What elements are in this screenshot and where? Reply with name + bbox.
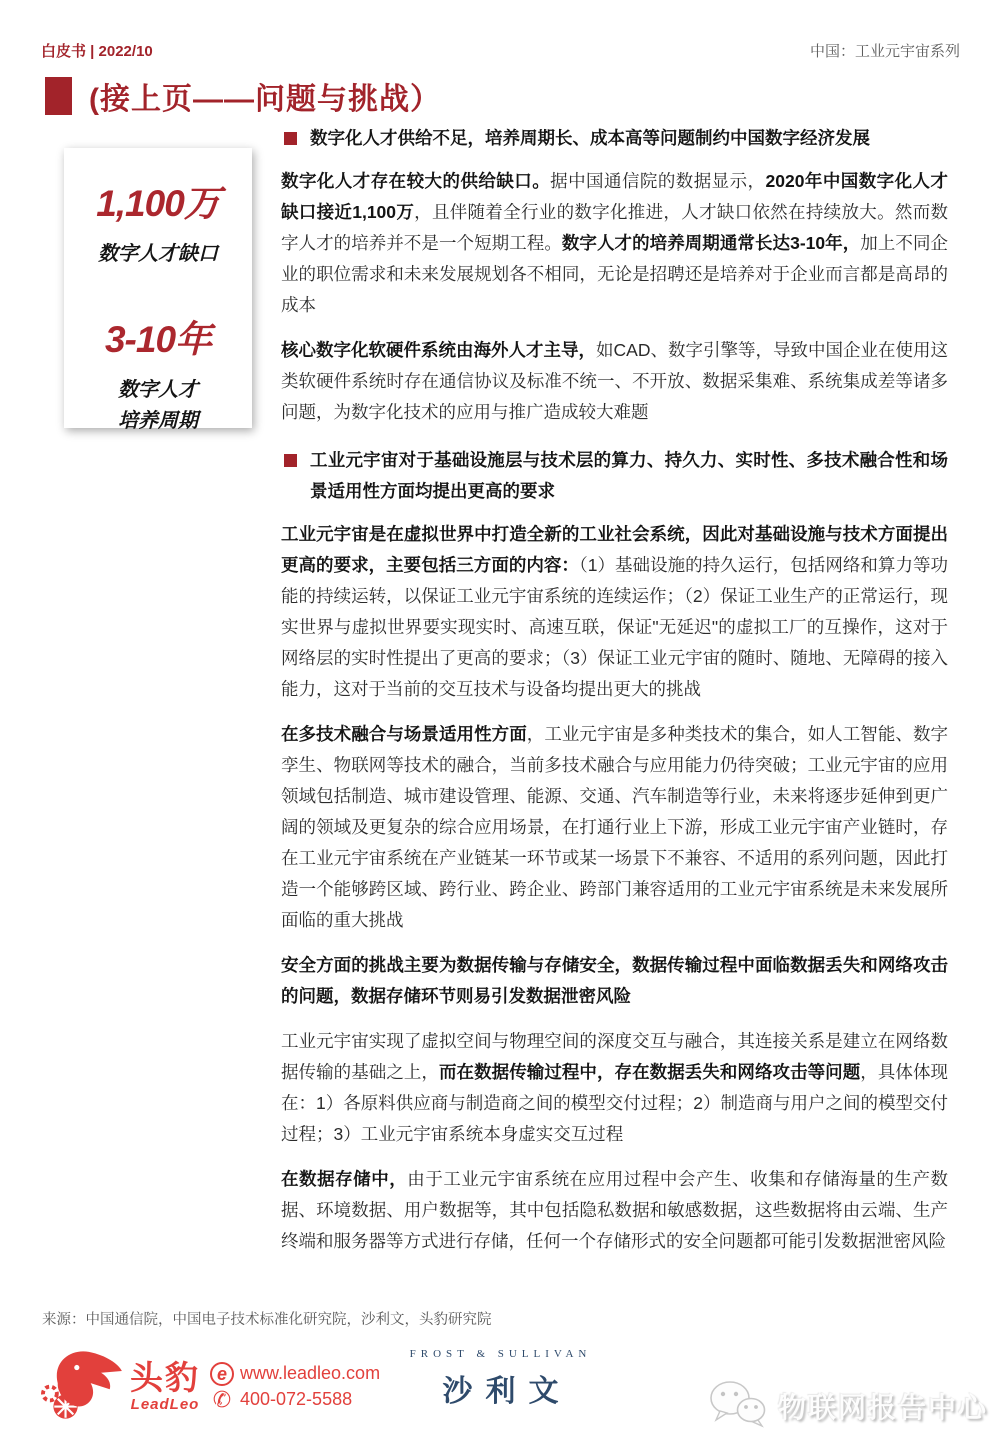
leadleo-contact (210, 1361, 380, 1413)
bullet-square-icon (284, 454, 297, 467)
frost-sullivan-logo (408, 1348, 593, 1410)
bullet-item-infrastructure-demands (281, 445, 948, 507)
leopard-icon (38, 1345, 126, 1428)
frost-sullivan-en: FROST & SULLIVAN (409, 1348, 592, 1360)
paragraph-three-requirements: 工业元宇宙是在虚拟世界中打造全新的工业社会系统，因此对基础设施与技术方面提出更高的要求，主要包括三方面的内容：（1）基础设施的持久运行，包括网络和算力等功能的持续运转，以保证工业元宇宙系统的连续运作；（2）保证工业生产的正常运行，现实世界与虚拟世界要实现实时、高速互联，保证"无延迟"的虚拟工厂的互操作，这对于网络层的实时性提出了更高的要求；（3）保证工业元宇宙的随时、随地、无障碍的接入能力，这对于当前的交互技术与设备均提出更大的挑战 (281, 524, 948, 699)
wechat-watermark (706, 1377, 988, 1434)
frost-sullivan-cn: 沙利文 (442, 1375, 572, 1408)
leadleo-name-en: LeadLeo (130, 1395, 200, 1413)
title-marker-block (45, 77, 72, 115)
leadleo-logo (38, 1345, 380, 1428)
paragraph-data-transmission: 工业元宇宙实现了虚拟空间与物理空间的深度交互与融合，其连接关系是建立在网络数据传输的基础之上，而在数据传输过程中，存在数据丢失和网络攻击等问题，具体体现在：1）各原料供应商与制造商之间的模型交付过程；2）制造商与用户之间的模型交付过程；3）工业元宇宙系统本身虚实交互过程 (281, 1031, 949, 1144)
phone-icon: ✆ (212, 1386, 232, 1412)
stat-label-line1: 数字人才 (118, 379, 198, 401)
globe-icon: e (210, 1362, 234, 1386)
phone-row (210, 1387, 380, 1413)
stat-card (64, 148, 252, 432)
bullet-item-talent-shortage (281, 123, 948, 154)
paragraph-data-storage: 在数据存储中，由于工业元宇宙系统在应用过程中会产生、收集和存储海量的生产数据、环境数据、用户数据等，其中包括隐私数据和敏感数据，这些数据将由云端、生产终端和服务器等方式进行存储，任何一个存储形式的安全问题都可能引发数据泄密风险 (281, 1169, 949, 1251)
paragraph-talent-gap: 数字化人才存在较大的供给缺口。据中国通信院的数据显示，2020年中国数字化人才缺口接近1,100万，且伴随着全行业的数字化推进，人才缺口依然在持续放大。然而数字人才的培养并不是一个短期工程。数字人才的培养周期通常长达3-10年，加上不同企业的职位需求和未来发展规划各不相同，无论是招聘还是培养对于企业而言都是高昂的成本 (281, 171, 949, 315)
paragraph-security-challenge: 安全方面的挑战主要为数据传输与存储安全，数据传输过程中面临数据丢失和网络攻击的问题，数据存储环节则易引发数据泄密风险 (281, 955, 948, 1006)
doc-type-label: 白皮书 | 2022/10 (41, 43, 153, 60)
main-content (281, 123, 948, 1271)
paragraph-multi-tech-fusion: 在多技术融合与场景适用性方面，工业元宇宙是多种类技术的集合，如人工智能、数字孪生、物联网等技术的融合，当前多技术融合与应用能力仍待突破；工业元宇宙的应用领域包括制造、城市建设管理、能源、交通、汽车制造等行业，未来将逐步延伸到更广阔的领域及更复杂的综合应用场景，在打通行业上下游，形成工业元宇宙产业链时，存在工业元宇宙系统在产业链某一环节或某一场景下不兼容、不适用的系列问题，因此打造一个能够跨区域、跨行业、跨企业、跨部门兼容适用的工业元宇宙系统是未来发展所面临的重大挑战 (281, 724, 949, 930)
website-text: www.leadleo.com (240, 1363, 381, 1383)
page-title: (接上页——问题与挑战） (89, 83, 441, 116)
leadleo-wordmark (130, 1358, 200, 1413)
stat-label-talent-gap: 数字人才缺口 (98, 243, 218, 265)
stat-value-talent-gap: 1,100万 (96, 183, 220, 224)
watermark-text: 物联网报告中心 (777, 1391, 988, 1423)
bullet-text: 工业元宇宙对于基础设施层与技术层的算力、持久力、实时性、多技术融合性和场景适用性方面均提出更高的要求 (310, 450, 948, 501)
bullet-square-icon (284, 132, 297, 145)
title-row (45, 74, 441, 118)
phone-text: 400-072-5588 (240, 1389, 353, 1409)
stat-label-training-period (118, 375, 198, 437)
stat-value-training-period: 3-10年 (104, 319, 212, 360)
leadleo-name-cn: 头豹 (130, 1358, 200, 1396)
wechat-icon (706, 1377, 768, 1434)
stat-label-line2: 培养周期 (118, 410, 198, 432)
source-note: 来源：中国通信院，中国电子技术标准化研究院，沙利文，头豹研究院 (42, 1312, 492, 1328)
bullet-text: 数字化人才供给不足，培养周期长、成本高等问题制约中国数字经济发展 (310, 128, 870, 148)
paragraph-overseas-systems: 核心数字化软硬件系统由海外人才主导，如CAD、数字引擎等，导致中国企业在使用这类软硬件系统时存在通信协议及标准不统一、不开放、数据采集难、系统集成差等诸多问题，为数字化技术的应用与推广造成较大难题 (281, 340, 949, 422)
series-label: 中国：工业元宇宙系列 (809, 43, 960, 60)
website-row (210, 1361, 380, 1387)
